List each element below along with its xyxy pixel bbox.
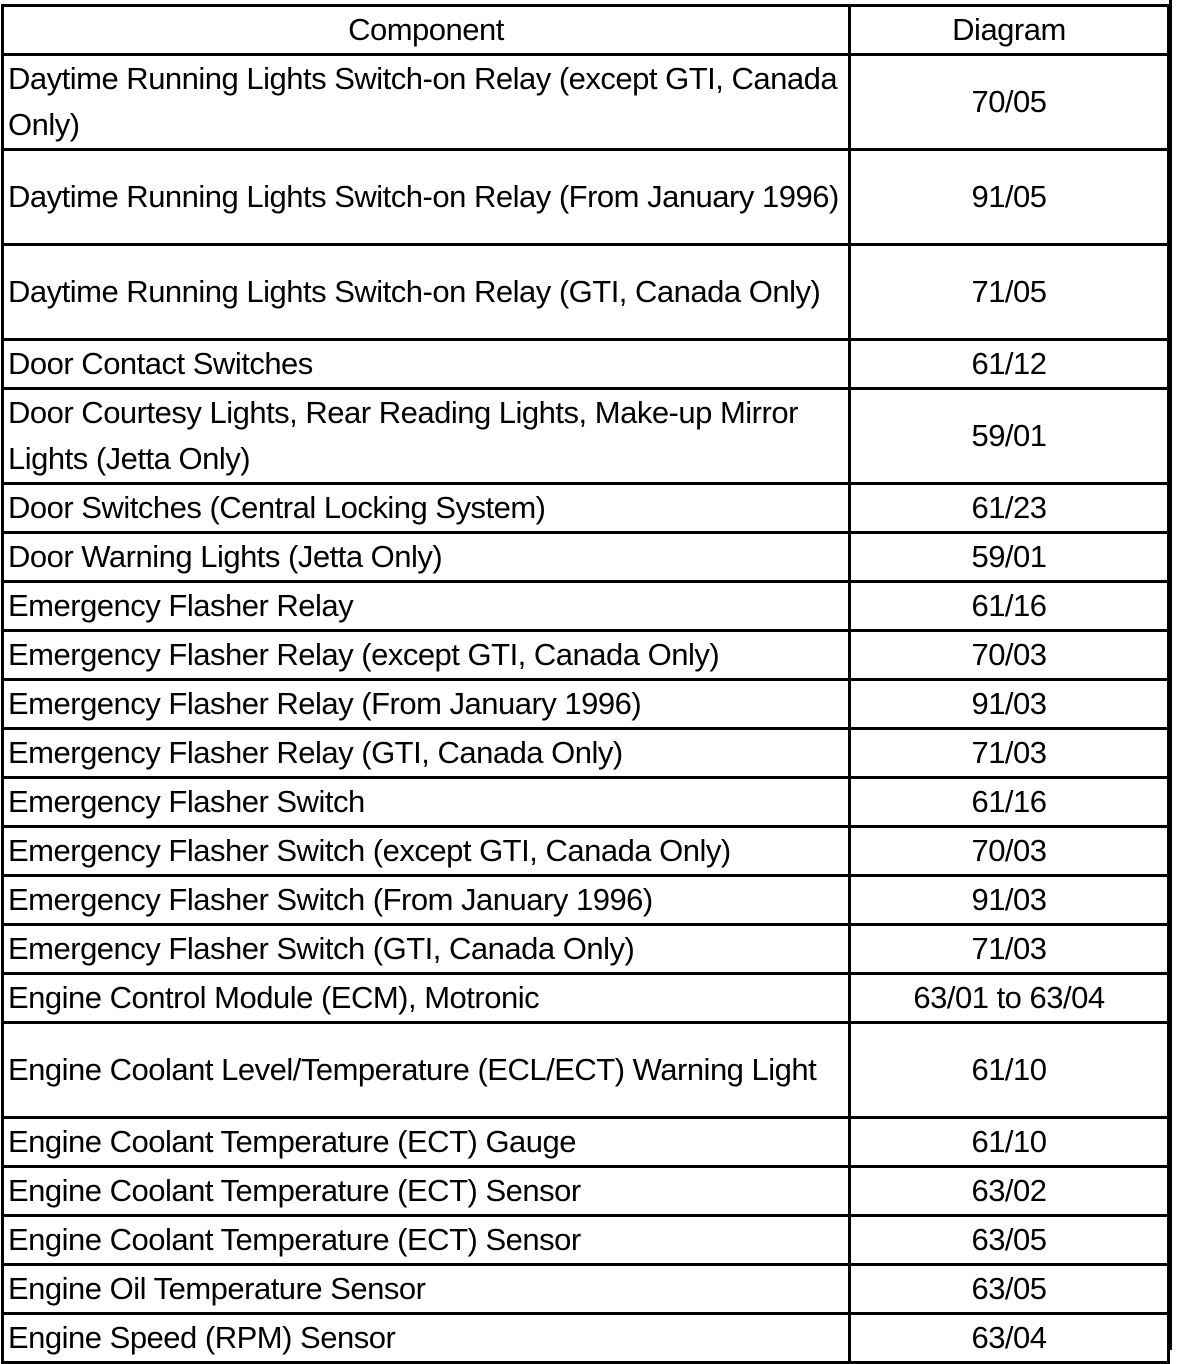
table-row <box>3 340 1169 389</box>
diagram-cell: 61/16 <box>850 582 1169 631</box>
component-cell: Daytime Running Lights Switch-on Relay (From January 1996) <box>3 150 850 245</box>
table-row <box>3 876 1169 925</box>
diagram-cell: 63/04 <box>850 1314 1169 1363</box>
component-cell: Emergency Flasher Relay (except GTI, Canada Only) <box>3 631 850 680</box>
component-cell: Emergency Flasher Switch (From January 1996) <box>3 876 850 925</box>
component-cell: Daytime Running Lights Switch-on Relay (GTI, Canada Only) <box>3 245 850 340</box>
component-cell: Engine Coolant Level/Temperature (ECL/ECT) Warning Light <box>3 1023 850 1118</box>
component-cell: Emergency Flasher Switch (GTI, Canada Only) <box>3 925 850 974</box>
table-row <box>3 925 1169 974</box>
component-cell: Engine Control Module (ECM), Motronic <box>3 974 850 1023</box>
diagram-cell: 61/12 <box>850 340 1169 389</box>
component-cell: Emergency Flasher Relay <box>3 582 850 631</box>
component-column-header: Component <box>3 6 850 55</box>
component-cell: Emergency Flasher Relay (GTI, Canada Only) <box>3 729 850 778</box>
table-row <box>3 1216 1169 1265</box>
table-row <box>3 729 1169 778</box>
component-cell: Door Warning Lights (Jetta Only) <box>3 533 850 582</box>
diagram-cell: 91/03 <box>850 876 1169 925</box>
component-cell: Engine Coolant Temperature (ECT) Sensor <box>3 1216 850 1265</box>
table-row <box>3 1118 1169 1167</box>
table-row <box>3 484 1169 533</box>
component-cell: Emergency Flasher Switch (except GTI, Canada Only) <box>3 827 850 876</box>
table-row <box>3 245 1169 340</box>
table-row <box>3 631 1169 680</box>
component-cell: Door Contact Switches <box>3 340 850 389</box>
table-row <box>3 1314 1169 1363</box>
table-row <box>3 1023 1169 1118</box>
table-header-row <box>3 6 1169 55</box>
component-cell: Door Switches (Central Locking System) <box>3 484 850 533</box>
component-cell: Engine Speed (RPM) Sensor <box>3 1314 850 1363</box>
component-cell: Engine Coolant Temperature (ECT) Sensor <box>3 1167 850 1216</box>
diagram-column-header: Diagram <box>850 6 1169 55</box>
diagram-cell: 61/10 <box>850 1023 1169 1118</box>
page-edge-line <box>1169 0 1172 1350</box>
table-row <box>3 974 1169 1023</box>
diagram-cell: 71/03 <box>850 925 1169 974</box>
diagram-cell: 63/05 <box>850 1265 1169 1314</box>
diagram-cell: 59/01 <box>850 389 1169 484</box>
diagram-cell: 71/05 <box>850 245 1169 340</box>
diagram-cell: 61/16 <box>850 778 1169 827</box>
diagram-cell: 70/03 <box>850 631 1169 680</box>
table-row <box>3 55 1169 150</box>
component-cell: Daytime Running Lights Switch-on Relay (except GTI, Canada Only) <box>3 55 850 150</box>
table-row <box>3 150 1169 245</box>
component-cell: Engine Oil Temperature Sensor <box>3 1265 850 1314</box>
table-body <box>3 55 1169 1363</box>
diagram-cell: 61/10 <box>850 1118 1169 1167</box>
component-diagram-table <box>1 4 1170 1364</box>
diagram-cell: 59/01 <box>850 533 1169 582</box>
component-cell: Emergency Flasher Relay (From January 1996) <box>3 680 850 729</box>
table-row <box>3 778 1169 827</box>
diagram-cell: 61/23 <box>850 484 1169 533</box>
diagram-cell: 91/03 <box>850 680 1169 729</box>
table-row <box>3 389 1169 484</box>
diagram-cell: 70/05 <box>850 55 1169 150</box>
diagram-cell: 71/03 <box>850 729 1169 778</box>
diagram-cell: 63/02 <box>850 1167 1169 1216</box>
diagram-cell: 91/05 <box>850 150 1169 245</box>
table-row <box>3 827 1169 876</box>
table-row <box>3 582 1169 631</box>
table-row <box>3 1265 1169 1314</box>
diagram-cell: 63/05 <box>850 1216 1169 1265</box>
table-row <box>3 680 1169 729</box>
diagram-cell: 70/03 <box>850 827 1169 876</box>
component-cell: Emergency Flasher Switch <box>3 778 850 827</box>
component-cell: Engine Coolant Temperature (ECT) Gauge <box>3 1118 850 1167</box>
table-row <box>3 1167 1169 1216</box>
diagram-cell: 63/01 to 63/04 <box>850 974 1169 1023</box>
component-cell: Door Courtesy Lights, Rear Reading Lights, Make-up Mirror Lights (Jetta Only) <box>3 389 850 484</box>
table-row <box>3 533 1169 582</box>
